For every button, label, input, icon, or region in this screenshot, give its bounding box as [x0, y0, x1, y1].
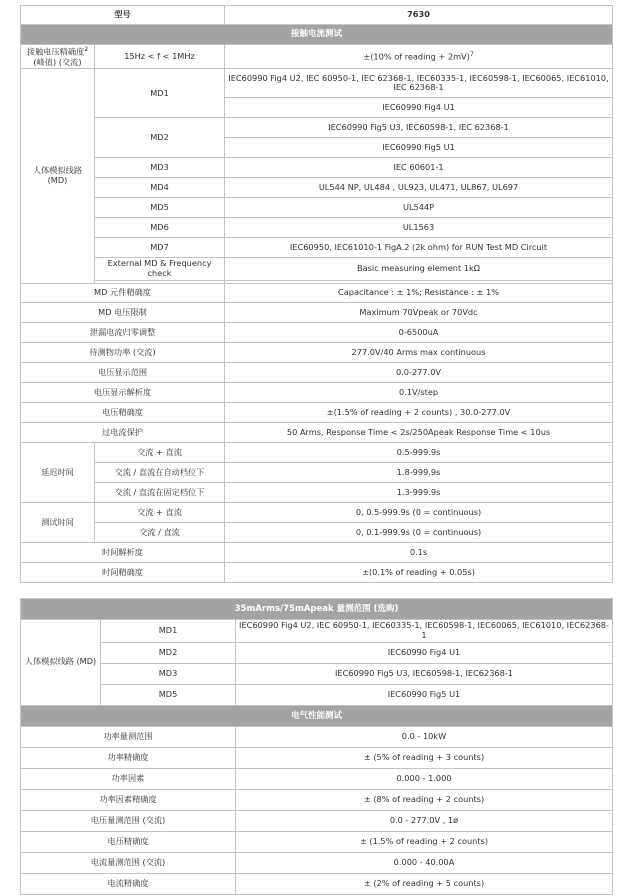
spec-row	[21, 852, 613, 873]
md-row	[21, 620, 613, 643]
spec-value: 50 Arms, Response Time < 2s/250Apeak Response Time < 10us	[225, 423, 613, 443]
spec-label: 电压显示范围	[21, 363, 225, 383]
md-standard: IEC60990 Fig5 U3, IEC60598-1, IEC62368-1	[236, 663, 613, 684]
md-standard: IEC 60601-1	[225, 158, 613, 178]
delay-mode-label: 交流 + 直流	[95, 443, 225, 463]
test-time-mode-label: 交流 / 直流	[95, 523, 225, 543]
md-name: MD7	[95, 238, 225, 258]
spec-label: 功率因素精确度	[21, 789, 236, 810]
spec-value: ± (2% of reading + 5 counts)	[236, 873, 613, 894]
contact-voltage-row	[21, 45, 613, 69]
delay-row	[21, 463, 613, 483]
md-standard: Basic measuring element 1kΩ	[225, 258, 613, 281]
delay-mode-value: 0.5-999.9s	[225, 443, 613, 463]
spec-row	[21, 831, 613, 852]
spec-row	[21, 873, 613, 894]
md2-row-a	[21, 118, 613, 138]
spec-row	[21, 343, 613, 363]
spec-value: ±(0.1% of reading + 0.05s)	[225, 563, 613, 583]
delay-group-label: 延迟时间	[21, 443, 95, 503]
md-standard: IEC60990 Fig5 U1	[236, 684, 613, 705]
contact-voltage-label: 接触电压精确度$^2$ (峰值) (交流)	[21, 45, 95, 69]
spec-value: Capacitance : ± 1%; Resistance : ± 1%	[225, 284, 613, 303]
md-name: MD2	[95, 118, 225, 158]
md1-row-a	[21, 69, 613, 98]
md3-row	[21, 158, 613, 178]
spec-label: 过电流保护	[21, 423, 225, 443]
spec-value: ± (8% of reading + 2 counts)	[236, 789, 613, 810]
md-name: MD4	[95, 178, 225, 198]
contact-voltage-value: ±(10% of reading + 2mV)$^7$	[225, 45, 613, 69]
test-time-row	[21, 523, 613, 543]
spec-value: ± (5% of reading + 3 counts)	[236, 747, 613, 768]
spec-value: 0-6500uA	[225, 323, 613, 343]
test-time-row	[21, 503, 613, 523]
spec-value: 0.1s	[225, 543, 613, 563]
model-row	[21, 6, 613, 25]
md-name: MD6	[95, 218, 225, 238]
section-header-optional-range: 35mArms/75mApeak 量测范围 (选购)	[21, 599, 613, 620]
spec-label: 电流量测范围 (交流)	[21, 852, 236, 873]
spec-value: 0.1V/step	[225, 383, 613, 403]
spec-value: ±(1.5% of reading + 2 counts) , 30.0-277.0V	[225, 403, 613, 423]
spec-label: 电压量测范围 (交流)	[21, 810, 236, 831]
test-time-group-label: 测试时间	[21, 503, 95, 543]
spec-label: MD 电压限制	[21, 303, 225, 323]
spec-row	[21, 303, 613, 323]
md-group-label: 人体模拟线路 (MD)	[21, 620, 101, 706]
delay-mode-value: 1.3-999.9s	[225, 483, 613, 503]
spec-value: 277.0V/40 Arms max continuous	[225, 343, 613, 363]
spec-label: 时间解析度	[21, 543, 225, 563]
spec-row	[21, 363, 613, 383]
spec-row	[21, 543, 613, 563]
md-row	[21, 663, 613, 684]
spec-row	[21, 284, 613, 303]
md-standard: IEC60990 Fig5 U1	[225, 138, 613, 158]
delay-mode-label: 交流 / 直流在自动档位下	[95, 463, 225, 483]
md-name: External MD & Frequency check	[95, 258, 225, 281]
md-standard: UL544P	[225, 198, 613, 218]
test-time-mode-value: 0, 0.1-999.9s (0 = continuous)	[225, 523, 613, 543]
md-standard: IEC60990 Fig4 U1	[236, 642, 613, 663]
md-row	[21, 684, 613, 705]
md-name: MD1	[95, 69, 225, 118]
spec-value: 0.0 - 277.0V , 1ø	[236, 810, 613, 831]
spec-value: 0.0-277.0V	[225, 363, 613, 383]
md7-row	[21, 238, 613, 258]
spec-table-optional-range	[20, 598, 613, 895]
spec-row	[21, 423, 613, 443]
md-name: MD5	[95, 198, 225, 218]
md-name: MD3	[101, 663, 236, 684]
model-label: 型号	[21, 6, 225, 25]
md-standard: IEC60990 Fig4 U2, IEC 60950-1, IEC 62368-1, IEC60335-1, IEC60598-1, IEC60065, IEC61010, IEC 62368-1	[225, 69, 613, 98]
spec-value: 0.000 - 1.000	[236, 768, 613, 789]
delay-row	[21, 443, 613, 463]
delay-mode-value: 1.8-999.9s	[225, 463, 613, 483]
md-standard: IEC60990 Fig4 U1	[225, 98, 613, 118]
external-md-row	[21, 258, 613, 281]
md-standard: IEC60990 Fig5 U3, IEC60598-1, IEC 62368-1	[225, 118, 613, 138]
spec-row	[21, 747, 613, 768]
spec-label: 电压显示解析度	[21, 383, 225, 403]
md-group-label: 人体模拟线路 (MD)	[21, 69, 95, 284]
test-time-mode-label: 交流 + 直流	[95, 503, 225, 523]
spec-label: 功率量测范围	[21, 726, 236, 747]
spec-label: 电压精确度	[21, 831, 236, 852]
md-standard: UL544 NP, UL484 , UL923, UL471, UL867, UL697	[225, 178, 613, 198]
spec-table-contact-current	[20, 5, 613, 583]
md-name: MD1	[101, 620, 236, 643]
spec-row	[21, 768, 613, 789]
delay-row	[21, 483, 613, 503]
md-name: MD3	[95, 158, 225, 178]
spec-row	[21, 789, 613, 810]
spec-value: 0.0 - 10kW	[236, 726, 613, 747]
spec-label: MD 元件精确度	[21, 284, 225, 303]
section-header-electrical: 电气性能测试	[21, 705, 613, 726]
spec-label: 待测物功率 (交流)	[21, 343, 225, 363]
md5-row	[21, 198, 613, 218]
test-time-mode-value: 0, 0.5-999.9s (0 = continuous)	[225, 503, 613, 523]
spec-label: 电压精确度	[21, 403, 225, 423]
spec-row	[21, 810, 613, 831]
md-standard: IEC60950, IEC61010-1 FigA.2 (2k ohm) for RUN Test MD Circuit	[225, 238, 613, 258]
md-row	[21, 642, 613, 663]
spec-label: 电流精确度	[21, 873, 236, 894]
spec-row	[21, 726, 613, 747]
md-name: MD5	[101, 684, 236, 705]
delay-mode-label: 交流 / 直流在固定档位下	[95, 483, 225, 503]
md-standard: IEC60990 Fig4 U2, IEC 60950-1, IEC60335-1, IEC60598-1, IEC60065, IEC61010, IEC62368-1	[236, 620, 613, 643]
spec-row	[21, 323, 613, 343]
spec-label: 泄漏电流归零调整	[21, 323, 225, 343]
section-header-contact-current: 接触电流测试	[21, 25, 613, 45]
spec-label: 时间精确度	[21, 563, 225, 583]
spec-value: 0.000 - 40.00A	[236, 852, 613, 873]
spec-row	[21, 563, 613, 583]
md-name: MD2	[101, 642, 236, 663]
spec-value: ± (1.5% of reading + 2 counts)	[236, 831, 613, 852]
spec-label: 功率精确度	[21, 747, 236, 768]
spec-row	[21, 383, 613, 403]
spec-row	[21, 403, 613, 423]
md-standard: UL1563	[225, 218, 613, 238]
spec-label: 功率因素	[21, 768, 236, 789]
md6-row	[21, 218, 613, 238]
model-value: 7630	[225, 6, 613, 25]
md4-row	[21, 178, 613, 198]
spec-value: Maximum 70Vpeak or 70Vdc	[225, 303, 613, 323]
contact-voltage-range: 15Hz < f < 1MHz	[95, 45, 225, 69]
